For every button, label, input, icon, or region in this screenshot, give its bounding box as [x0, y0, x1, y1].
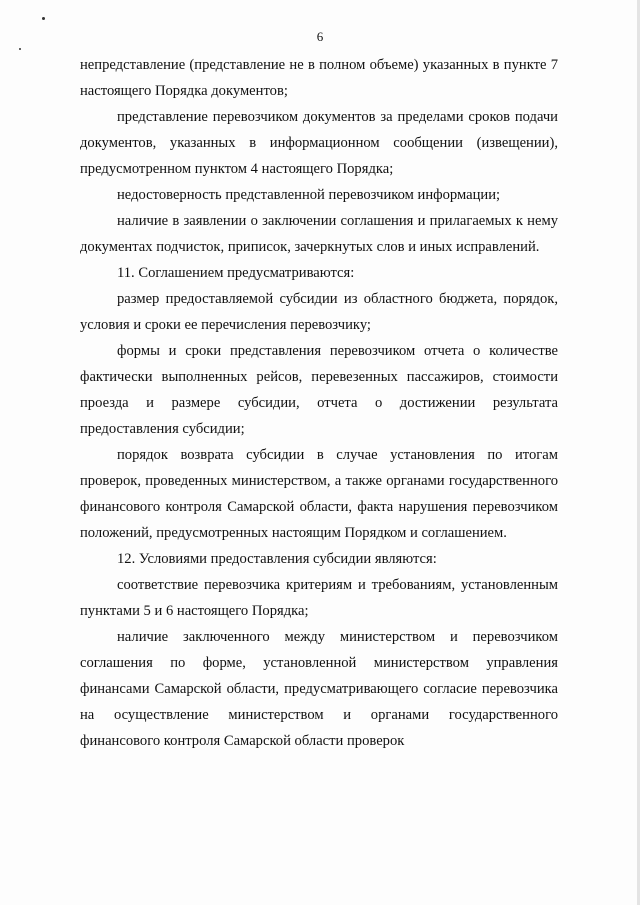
- paragraph: порядок возврата субсидии в случае установления по итогам проверок, проведенных министерством, а также органами государственного финансового контроля Самарской области, факта нарушения перевозчиком положений, предусмотренных настоящим Порядком и соглашением.: [80, 447, 558, 541]
- paragraph: недостоверность представленной перевозчиком информации;: [117, 187, 501, 203]
- page-number: 6: [316, 29, 324, 44]
- paragraph: представление перевозчиком документов за пределами сроков подачи документов, указанных в информационном сообщении (извещении), предусмотренном пунктом 4 настоящего Порядка;: [80, 109, 558, 177]
- document-body: [80, 52, 558, 754]
- section-heading: 12. Условиями предоставления субсидии являются:: [117, 551, 437, 567]
- paragraph: формы и сроки представления перевозчиком отчета о количестве фактически выполненных рейсов, перевезенных пассажиров, стоимости проезда и размере субсидии, отчета о достижении результата предоставления субсидии;: [80, 343, 558, 437]
- paragraph: наличие заключенного между министерством и перевозчиком соглашения по форме, установленной министерством управления финансами Самарской области, предусматривающего согласие перевозчика на осуществление министерством и органами государственного финансового контроля Самарской области проверок: [80, 629, 558, 749]
- scan-speck: [19, 48, 21, 50]
- paragraph: размер предоставляемой субсидии из областного бюджета, порядок, условия и сроки ее перечисления перевозчику;: [80, 291, 558, 333]
- paragraph: непредставление (представление не в полном объеме) указанных в пункте 7 настоящего Порядка документов;: [80, 57, 558, 99]
- paragraph: соответствие перевозчика критериям и требованиям, установленным пунктами 5 и 6 настоящего Порядка;: [80, 577, 558, 619]
- scan-speck: [42, 17, 45, 20]
- paragraph: наличие в заявлении о заключении соглашения и прилагаемых к нему документах подчисток, приписок, зачеркнутых слов и иных исправлений.: [80, 213, 558, 255]
- section-heading: 11. Соглашением предусматриваются:: [117, 265, 355, 281]
